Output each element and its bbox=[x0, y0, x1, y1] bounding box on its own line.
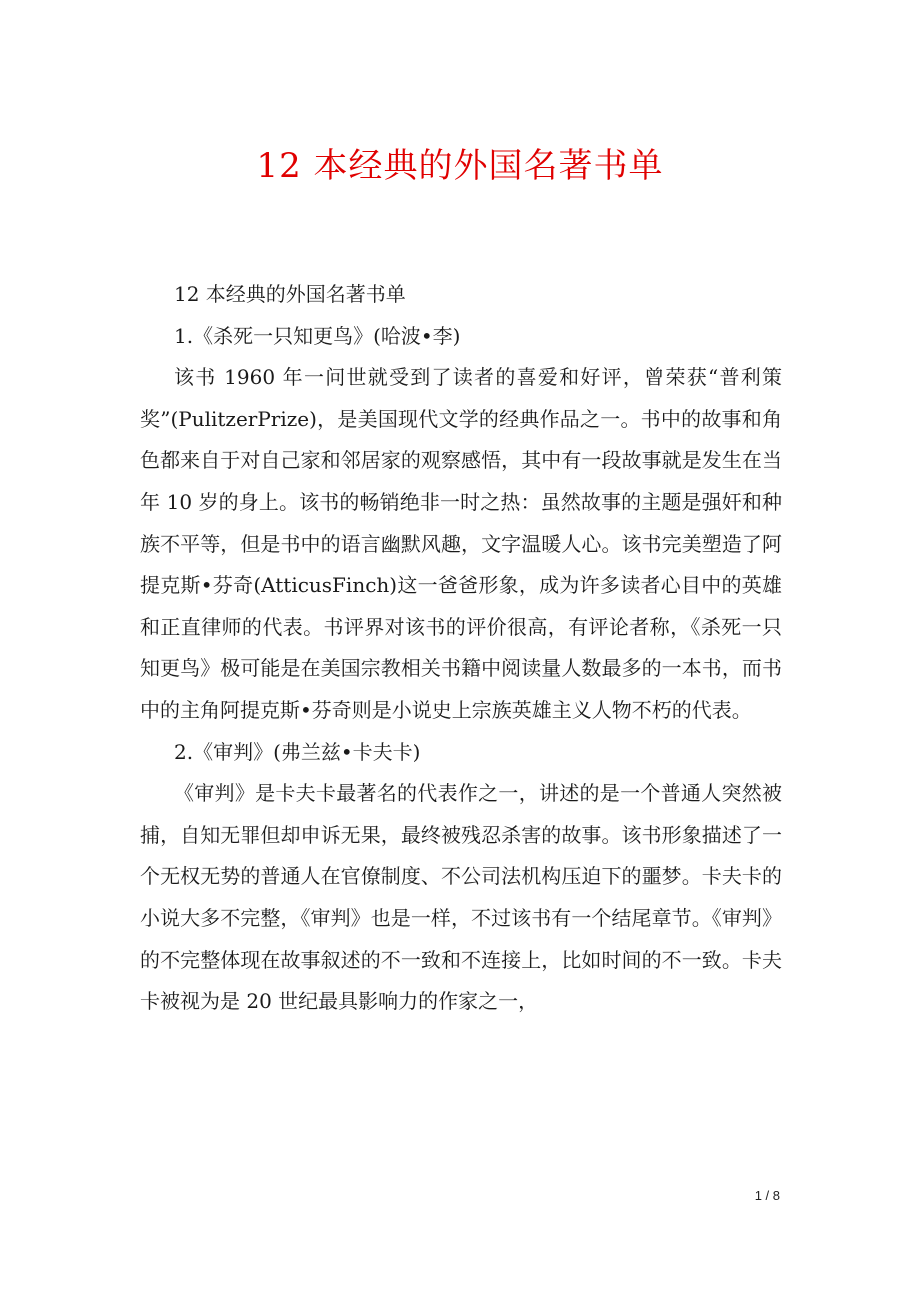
book-description-1: 该书 1960 年一问世就受到了读者的喜爱和好评，曾荣获“普利策奖”(PulitzerPrize)，是美国现代文学的经典作品之一。书中的故事和角色都来自于对自己家和邻居家的观察感悟，其中有一段故事就是发生在当年 10 岁的身上。该书的畅销绝非一时之热：虽然故事的主题是强奸和种族不平等，但是书中的语言幽默风趣，文字温暖人心。该书完美塑造了阿提克斯•芬奇(AtticusFinch)这一爸爸形象，成为许多读者心目中的英雄和正直律师的代表。书评界对该书的评价很高，有评论者称，《杀死一只知更鸟》极可能是在美国宗教相关书籍中阅读量人数最多的一本书，而书中的主角阿提克斯•芬奇则是小说史上宗族英雄主义人物不朽的代表。 bbox=[140, 365, 782, 722]
document-title: 12 本经典的外国名著书单 bbox=[256, 146, 664, 186]
subtitle-paragraph: 12 本经典的外国名著书单 bbox=[174, 282, 406, 306]
page-number: 1 / 8 bbox=[754, 1188, 780, 1203]
book-description-2: 《审判》是卡夫卡最著名的代表作之一，讲述的是一个普通人突然被捕，自知无罪但却申诉无果，最终被残忍杀害的故事。该书形象描述了一个无权无势的普通人在官僚制度、不公司法机构压迫下的噩梦。卡夫卡的小说大多不完整，《审判》也是一样，不过该书有一个结尾章节。《审判》的不完整体现在故事叙述的不一致和不连接上，比如时间的不一致。卡夫卡被视为是 20 世纪最具影响力的作家之一， bbox=[140, 781, 782, 1014]
book-heading-1: 1.《杀死一只知更鸟》(哈波•李) bbox=[174, 323, 461, 348]
book-heading-2: 2.《审判》(弗兰兹•卡夫卡) bbox=[174, 739, 421, 764]
document-body bbox=[140, 274, 782, 1023]
